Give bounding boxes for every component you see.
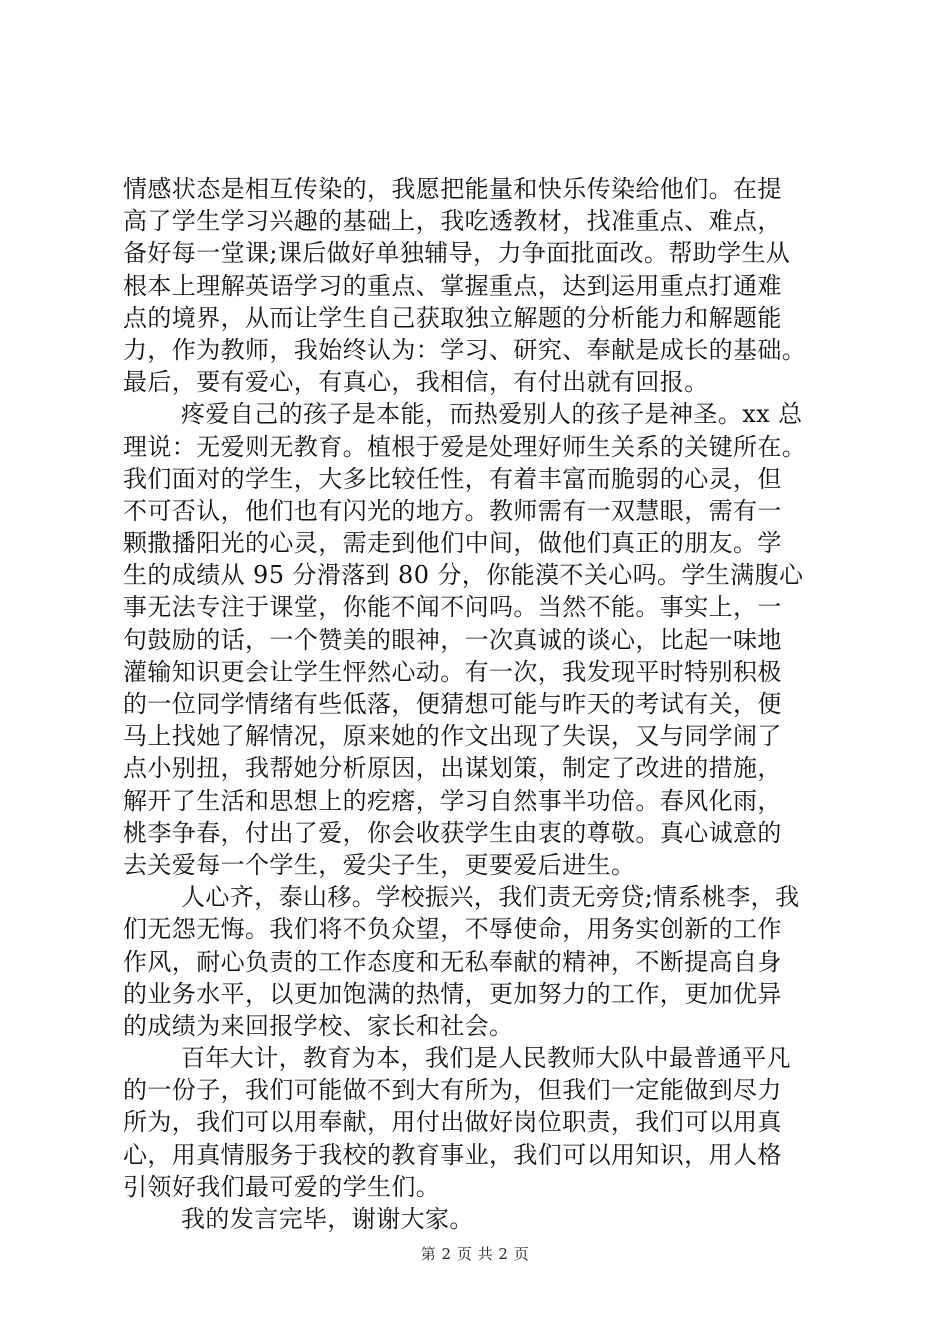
- text-line: 疼爱自己的孩子是本能，而热爱别人的孩子是神圣。xx 总: [181, 400, 803, 429]
- text-line: 情感状态是相互传染的，我愿把能量和快乐传染给他们。在提: [123, 175, 782, 203]
- text-line: 不可否认，他们也有闪光的地方。教师需有一双慧眼，需有一: [123, 496, 782, 525]
- text-line: 的一份子，我们可能做不到大有所为，但我们一定能做到尽力: [123, 1076, 782, 1105]
- paragraph-1: [123, 173, 843, 398]
- text-line: 的业务水平，以更加饱满的热情，更加努力的工作，更加优异: [123, 979, 782, 1008]
- text-line: 点的境界，从而让学生自己获取独立解题的分析能力和解题能: [123, 303, 782, 332]
- text-line: 点小别扭，我帮她分析原因，出谋划策，制定了改进的措施，: [123, 754, 782, 783]
- text-line: 马上找她了解情况，原来她的作文出现了失误，又与同学闹了: [123, 722, 782, 751]
- paragraph-2: [123, 398, 843, 881]
- text-line: 生的成绩从 95 分滑落到 80 分，你能漠不关心吗。学生满腹心: [123, 561, 804, 590]
- text-line: 们无怨无悔。我们将不负众望，不辱使命，用务实创新的工作: [123, 915, 782, 944]
- text-line: 我的发言完毕，谢谢大家。: [181, 1205, 474, 1233]
- text-line: 去关爱每一个学生，爱尖子生，更要爱后进生。: [123, 850, 636, 879]
- text-line: 的一位同学情绪有些低落，便猜想可能与昨天的考试有关，便: [123, 690, 782, 718]
- paragraph-5: [123, 1203, 843, 1235]
- text-line: 所为，我们可以用奉献，用付出做好岗位职责，我们可以用真: [123, 1108, 782, 1137]
- text-line: 心，用真情服务于我校的教育事业，我们可以用知识，用人格: [123, 1140, 782, 1169]
- text-line: 作风，耐心负责的工作态度和无私奉献的精神，不断提高自身: [123, 947, 782, 976]
- text-line: 颗撒播阳光的心灵，需走到他们中间，做他们真正的朋友。学: [123, 529, 782, 558]
- text-line: 我们面对的学生，大多比较任性，有着丰富而脆弱的心灵，但: [123, 464, 782, 493]
- text-line: 灌输知识更会让学生怦然心动。有一次，我发现平时特别积极: [123, 657, 782, 686]
- text-line: 引领好我们最可爱的学生们。: [123, 1172, 441, 1201]
- text-line: 根本上理解英语学习的重点、掌握重点，达到运用重点打通难: [123, 271, 782, 300]
- text-line: 事无法专注于课堂，你能不闻不问吗。当然不能。事实上，一: [123, 593, 782, 622]
- document-body: [123, 173, 843, 1235]
- paragraph-4: [123, 1042, 843, 1203]
- text-line: 解开了生活和思想上的疙瘩，学习自然事半功倍。春风化雨，: [123, 786, 782, 815]
- text-line: 百年大计，教育为本，我们是人民教师大队中最普通平凡: [181, 1044, 791, 1073]
- text-line: 高了学生学习兴趣的基础上，我吃透教材，找准重点、难点，: [123, 207, 782, 236]
- text-line: 桃李争春，付出了爱，你会收获学生由衷的尊敬。真心诚意的: [123, 818, 782, 847]
- text-line: 人心齐，泰山移。学校振兴，我们责无旁贷;情系桃李，我: [181, 883, 800, 912]
- text-line: 最后，要有爱心，有真心，我相信，有付出就有回报。: [123, 368, 709, 397]
- text-line: 句鼓励的话，一个赞美的眼神，一次真诚的谈心，比起一味地: [123, 625, 782, 654]
- page-footer: 第 2 页 共 2 页: [420, 1245, 530, 1263]
- text-line: 力，作为教师，我始终认为：学习、研究、奉献是成长的基础。: [123, 335, 807, 364]
- text-line: 备好每一堂课;课后做好单独辅导，力争面批面改。帮助学生从: [123, 239, 791, 268]
- paragraph-3: [123, 881, 843, 1042]
- text-line: 的成绩为来回报学校、家长和社会。: [123, 1011, 514, 1040]
- text-line: 理说：无爱则无教育。植根于爱是处理好师生关系的关键所在。: [123, 432, 807, 461]
